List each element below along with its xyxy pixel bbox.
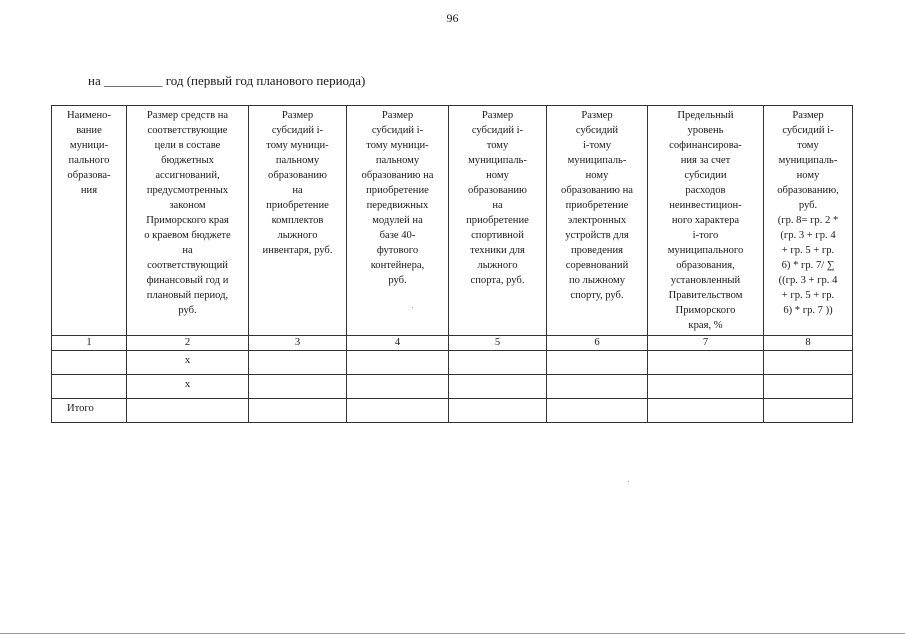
header-ski-equipment-subsidy: Размер субсидий i- тому муници- пальному образованию на приобретение комплектов лыжного инвентаря, руб. <box>249 106 347 336</box>
header-mobile-modules-subsidy: Размер субсидий i- тому муници- пальному образованию на приобретение передвижных модулей на базе 40- футового контейнера, руб. <box>347 106 449 336</box>
table-row <box>52 351 853 375</box>
table-cell <box>52 351 127 375</box>
table-cell <box>249 399 347 423</box>
table-cell <box>648 399 764 423</box>
table-cell <box>449 375 547 399</box>
header-sports-machinery-subsidy: Размер субсидий i- тому муниципаль- ному образованию на приобретение спортивной техники для лыжного спорта, руб. <box>449 106 547 336</box>
table-cell <box>547 399 648 423</box>
total-row <box>52 399 853 423</box>
scan-speck <box>412 307 413 308</box>
column-number: 8 <box>764 336 853 351</box>
page-edge-rule <box>0 633 905 634</box>
table-cell: х <box>127 351 249 375</box>
table-cell <box>449 399 547 423</box>
column-number: 6 <box>547 336 648 351</box>
table-cell: х <box>127 375 249 399</box>
table-cell <box>764 375 853 399</box>
column-number: 1 <box>52 336 127 351</box>
page-number: 96 <box>446 11 459 25</box>
total-label: Итого <box>52 399 127 423</box>
column-number: 7 <box>648 336 764 351</box>
column-number: 2 <box>127 336 249 351</box>
table-cell <box>347 375 449 399</box>
header-municipality: Наимено- вание муници- пального образова- ния <box>52 106 127 336</box>
header-total-subsidy: Размер субсидий i- тому муниципаль- ному образованию, руб. (гр. 8= гр. 2 * (гр. 3 + гр. 4 + гр. 5 + гр. 6) * гр. 7/ ∑ ((гр. 3 + гр. 4 + гр. 5 + гр. 6) * гр. 7 )) <box>764 106 853 336</box>
table-row <box>52 375 853 399</box>
table-heading: на _________ год (первый год планового периода) <box>88 73 366 88</box>
column-number-row <box>52 336 853 351</box>
table-cell <box>449 351 547 375</box>
table-cell <box>127 399 249 423</box>
table-cell <box>249 351 347 375</box>
table-cell <box>547 351 648 375</box>
header-cofinancing-level: Предельный уровень софинансирова- ния за счет субсидии расходов неинвестицион- ного характера i-того муниципального образования, установленный Правительством Приморского края, % <box>648 106 764 336</box>
column-number: 4 <box>347 336 449 351</box>
table-cell <box>249 375 347 399</box>
header-budget-funds: Размер средств на соответствующие цели в составе бюджетных ассигнований, предусмотренных законом Приморского края о краевом бюджете на соответствующий финансовый год и плановый период, руб. <box>127 106 249 336</box>
column-number: 5 <box>449 336 547 351</box>
header-electronic-devices-subsidy: Размер субсидий i-тому муниципаль- ному образованию на приобретение электронных устройств для проведения соревнований по лыжному спорту, руб. <box>547 106 648 336</box>
subsidy-table <box>51 105 853 423</box>
table-cell <box>347 351 449 375</box>
table-cell <box>764 351 853 375</box>
table-cell <box>648 351 764 375</box>
table-cell <box>547 375 648 399</box>
table-cell <box>764 399 853 423</box>
header-row <box>52 106 853 336</box>
scan-speck <box>628 481 629 482</box>
table-cell <box>347 399 449 423</box>
table-cell <box>648 375 764 399</box>
table-cell <box>52 375 127 399</box>
column-number: 3 <box>249 336 347 351</box>
